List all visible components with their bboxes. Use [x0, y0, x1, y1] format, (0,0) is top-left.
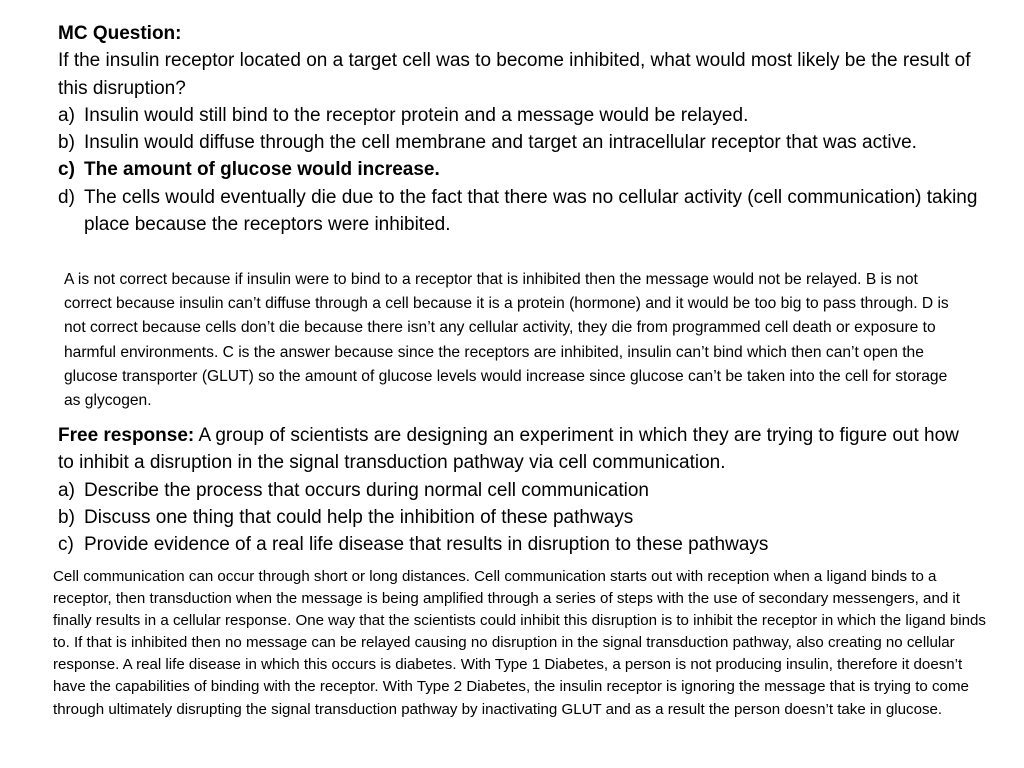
fr-item-a [58, 477, 978, 504]
fr-heading: Free response: [58, 425, 195, 446]
fr-prompt-text: A group of scientists are designing an experiment in which they are trying to figure out how to inhibit a disruption in the signal transduction pathway via cell communication. [58, 425, 959, 474]
mc-explanation-text: A is not correct because if insulin were to bind to a receptor that is inhibited then the message would not be relayed. B is not correct because insulin can’t diffuse through a cell because it is a protein (hormone) and it would be too big to pass through. D is not correct because cells don’t die because there isn’t any cellular activity, they die from programmed cell death or exposure to harmful environments. C is the answer because since the receptors are inhibited, insulin can’t bind which then can’t open the glucose transporter (GLUT) so the amount of glucose levels would increase since glucose can’t be taken into the cell for storage as glycogen. [64, 271, 949, 410]
free-response-block [58, 422, 978, 558]
mc-option-b [58, 129, 978, 156]
item-letter: a) [58, 479, 75, 501]
item-letter: c) [58, 534, 74, 556]
fr-answer-text: Cell communication can occur through short or long distances. Cell communication starts out with reception when a ligand binds to a receptor, then transduction when the message is being amplified through a series of steps with the use of secondary messengers, and it finally results in a cellular response. One way that the scientists could inhibit this disruption is to inhibit the receptor in which the ligand binds to. If that is inhibited then no message can be relayed causing no disruption in the signal transduction pathway, also creating no cellular response. A real life disease in which this occurs is diabetes. With Type 1 Diabetes, a person is not producing insulin, therefore it doesn’t have the capabilities of binding with the receptor. With Type 2 Diabetes, the insulin receptor is ignoring the message that is trying to come through ultimately disrupting the signal transduction pathway by inactivating GLUT and as a result the person doesn’t take in glucose. [53, 568, 986, 718]
mc-option-c-correct [58, 156, 978, 183]
option-text: Insulin would diffuse through the cell membrane and target an intracellular receptor that was active. [84, 132, 917, 154]
option-text: Insulin would still bind to the receptor protein and a message would be relayed. [84, 104, 749, 126]
item-letter: b) [58, 506, 75, 528]
mc-option-a [58, 102, 978, 129]
option-text: The amount of glucose would increase. [84, 159, 440, 181]
option-letter: c) [58, 159, 75, 181]
mc-question-text: If the insulin receptor located on a target cell was to become inhibited, what would most likely be the result of this disruption? [58, 50, 971, 99]
option-text: The cells would eventually die due to the fact that there was no cellular activity (cell communication) taking place because the receptors were inhibited. [84, 186, 978, 236]
fr-prompt [58, 422, 978, 477]
fr-answer [53, 566, 993, 721]
option-letter: b) [58, 132, 75, 154]
fr-item-c [58, 531, 978, 558]
mc-heading: MC Question: [58, 23, 182, 44]
mc-explanation [64, 268, 964, 413]
mc-question-block [58, 20, 978, 238]
option-letter: d) [58, 186, 75, 208]
mc-option-d [58, 184, 978, 239]
item-text: Provide evidence of a real life disease that results in disruption to these pathways [84, 534, 769, 556]
item-text: Describe the process that occurs during normal cell communication [84, 479, 649, 501]
fr-item-b [58, 504, 978, 531]
item-text: Discuss one thing that could help the inhibition of these pathways [84, 506, 634, 528]
option-letter: a) [58, 104, 75, 126]
